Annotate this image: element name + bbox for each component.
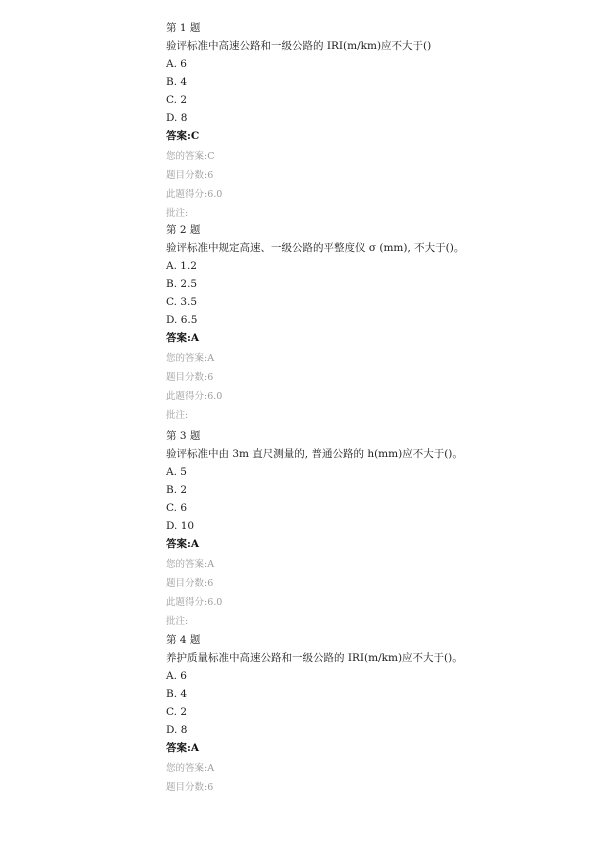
question-block [166, 19, 566, 223]
question-title: 第 2 题 [166, 224, 201, 236]
option-d: D. 6.5 [166, 314, 198, 326]
option-d: D. 8 [166, 112, 188, 124]
earned-label: 此题得分: [166, 597, 208, 608]
question-block [166, 631, 566, 797]
score-row [166, 369, 566, 387]
your-answer-value: A [207, 353, 215, 364]
earned-value: 6.0 [207, 597, 223, 608]
correct-answer: 答案:A [166, 742, 200, 754]
score-row [166, 779, 566, 797]
your-answer-row [166, 350, 566, 368]
your-answer-label: 您的答案: [166, 151, 208, 162]
score-label: 题目分数: [166, 170, 208, 181]
correct-answer: 答案:C [166, 130, 200, 142]
correct-answer: 答案:A [166, 538, 200, 550]
option-a: A. 6 [166, 670, 187, 682]
earned-value: 6.0 [207, 189, 223, 200]
your-answer-label: 您的答案: [166, 559, 208, 570]
earned-label: 此题得分: [166, 189, 208, 200]
correct-answer: 答案:A [166, 332, 200, 344]
score-label: 题目分数: [166, 578, 208, 589]
score-label: 题目分数: [166, 372, 208, 383]
note-label: 批注: [166, 410, 189, 421]
question-title: 第 4 题 [166, 634, 201, 646]
note-row [166, 613, 566, 631]
score-row [166, 575, 566, 593]
question-block [166, 221, 566, 425]
earned-row [166, 594, 566, 612]
question-stem: 验评标准中规定高速、一级公路的平整度仪 σ (mm), 不大于()。 [166, 242, 465, 254]
score-value: 6 [207, 578, 214, 589]
question-stem: 验评标准中高速公路和一级公路的 IRI(m/km)应不大于() [166, 40, 432, 52]
score-value: 6 [207, 782, 214, 793]
your-answer-label: 您的答案: [166, 763, 208, 774]
option-a: A. 6 [166, 58, 187, 70]
option-b: B. 2.5 [166, 278, 198, 290]
score-label: 题目分数: [166, 782, 208, 793]
option-d: D. 8 [166, 724, 188, 736]
question-title: 第 3 题 [166, 430, 201, 442]
option-c: C. 6 [166, 502, 188, 514]
your-answer-row [166, 760, 566, 778]
option-c: C. 3.5 [166, 296, 198, 308]
score-row [166, 167, 566, 185]
note-row [166, 407, 566, 425]
question-block [166, 427, 566, 631]
score-value: 6 [207, 170, 214, 181]
earned-row [166, 186, 566, 204]
option-a: A. 1.2 [166, 260, 197, 272]
option-b: B. 2 [166, 484, 188, 496]
your-answer-value: C [207, 151, 215, 162]
your-answer-value: A [207, 559, 215, 570]
note-label: 批注: [166, 616, 189, 627]
earned-value: 6.0 [207, 391, 223, 402]
score-value: 6 [207, 372, 214, 383]
earned-label: 此题得分: [166, 391, 208, 402]
option-b: B. 4 [166, 688, 188, 700]
earned-row [166, 388, 566, 406]
your-answer-row [166, 148, 566, 166]
option-a: A. 5 [166, 466, 187, 478]
your-answer-label: 您的答案: [166, 353, 208, 364]
your-answer-row [166, 556, 566, 574]
option-c: C. 2 [166, 94, 188, 106]
note-label: 批注: [166, 208, 189, 219]
option-d: D. 10 [166, 520, 195, 532]
option-c: C. 2 [166, 706, 188, 718]
question-stem: 养护质量标准中高速公路和一级公路的 IRI(m/km)应不大于()。 [166, 652, 463, 664]
your-answer-value: A [207, 763, 215, 774]
option-b: B. 4 [166, 76, 188, 88]
question-stem: 验评标准中由 3m 直尺测量的, 普通公路的 h(mm)应不大于()。 [166, 448, 463, 460]
question-title: 第 1 题 [166, 22, 201, 34]
